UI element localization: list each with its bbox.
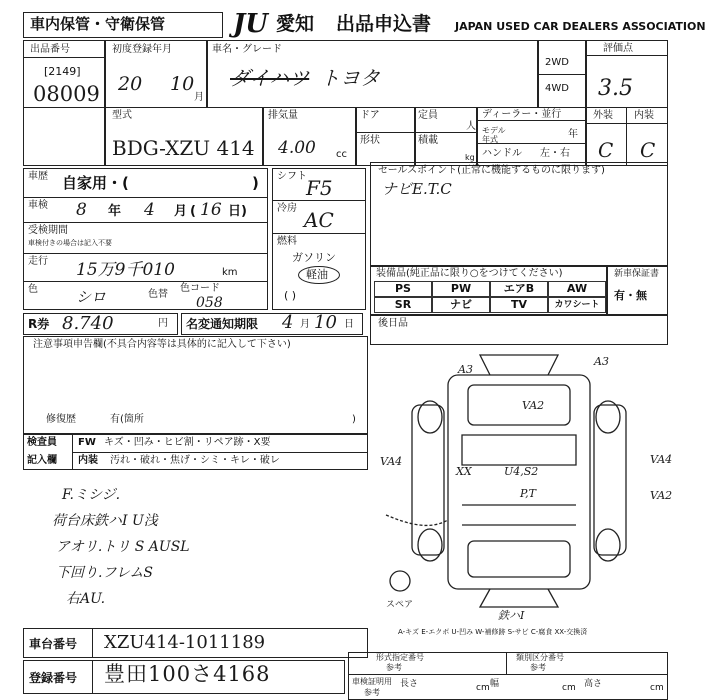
height-unit: cm <box>650 683 664 693</box>
usage-close: ) <box>252 174 259 192</box>
listing-no: 08009 <box>33 82 100 106</box>
displacement-label: 排気量 <box>268 110 298 121</box>
exterior-label: 外装 <box>593 110 613 121</box>
dealer-label: ディーラー・並行 <box>482 109 562 120</box>
usage-label: 車歴 <box>28 171 48 182</box>
mark-va2-right: VA2 <box>650 489 673 502</box>
interior-label: 内装 <box>634 110 654 121</box>
first-reg-year: 20 <box>118 73 143 95</box>
inspection-label: 車検 <box>28 200 48 211</box>
chassis-label: 車台番号 <box>29 637 78 651</box>
first-reg-month-unit: 月 <box>194 92 204 103</box>
interior-insp-items: 汚れ・破れ・焦げ・シミ・キレ・破レ <box>110 455 280 466</box>
mark-va2-top: VA2 <box>522 399 545 412</box>
handle-lr: 左・右 <box>540 148 570 159</box>
color-code-value: 058 <box>196 295 223 311</box>
mark-u4s2: U4,S2 <box>504 465 539 478</box>
plate-label: 登録番号 <box>29 671 78 685</box>
drive-2wd: 2WD <box>545 57 569 68</box>
listing-sub: [2149] <box>44 65 81 78</box>
title-deadline-label: 名変通知期限 <box>186 317 259 331</box>
height-label: 高さ <box>584 679 603 689</box>
mark-rear: 鉄ハI <box>498 609 525 622</box>
insp-day: 16 <box>200 200 222 220</box>
title-deadline-day-unit: 日 <box>344 319 354 330</box>
yen-unit: 円 <box>158 318 168 329</box>
recycle-value: 8.740 <box>62 313 114 334</box>
storage-title: 車内保管・守衛保管 <box>30 15 166 33</box>
score-label: 評価点 <box>603 43 633 54</box>
year-unit: 年 <box>568 129 578 140</box>
repair-value: 有(箇所 <box>110 414 144 425</box>
usage-value: 自家用・( <box>62 174 129 192</box>
insp-month: 4 <box>144 200 155 220</box>
mark-va4-left: VA4 <box>380 455 403 468</box>
insp-year-unit: 年 <box>108 204 122 219</box>
door-label: ドア <box>360 110 380 121</box>
insp-day-open: ( <box>190 204 196 219</box>
equipment-cell: PW <box>432 281 490 297</box>
chassis-value: XZU414-1011189 <box>104 632 266 653</box>
car-name-struck: ダイハツ <box>230 66 310 90</box>
equipment-cell: エアB <box>490 281 548 297</box>
capacity-label: 定員 <box>418 110 438 121</box>
color-change-label: 色替 <box>148 289 168 300</box>
ac-label: 冷房 <box>277 203 297 214</box>
diagram-legend: A-キズ E-エクボ U-凹み W-補修跡 S-サビ C-腐食 XX-交換済 <box>398 628 588 636</box>
new-car-value: 有・無 <box>614 289 647 302</box>
mileage-value: 15万9千010 <box>76 260 175 280</box>
inspector-label1: 検査員 <box>27 437 57 448</box>
sales-frame <box>370 162 668 266</box>
equipment-cell: ナビ <box>432 297 490 313</box>
equipment-cell: SR <box>374 297 432 313</box>
handle-label: ハンドル <box>482 148 522 159</box>
hw-note-1: F.ミシジ. <box>62 487 121 503</box>
sales-label: セールスポイント(正常に機能するものに限ります) <box>378 165 605 176</box>
width-unit: cm <box>562 683 576 693</box>
fw-label: FW <box>78 437 96 448</box>
class-no-label: 類別区分番号 <box>516 653 564 662</box>
insp-month-unit: 月 <box>174 204 188 219</box>
width-label: 幅 <box>490 679 500 689</box>
ju-logo: JU <box>233 9 268 39</box>
cert-label: 車検証明用 <box>352 677 392 686</box>
km-unit: km <box>222 267 238 278</box>
mark-va4-right: VA4 <box>650 453 673 466</box>
color-value: シロ <box>76 288 107 306</box>
org-name: 愛知 <box>276 13 315 35</box>
kg-unit: kg <box>465 153 475 162</box>
equipment-cell: AW <box>548 281 606 297</box>
sales-value: ナビE.T.C <box>382 180 452 198</box>
reception-note: 車検付きの場合は記入不要 <box>28 239 112 247</box>
color-code-label: 色コード <box>180 283 220 294</box>
interior-value: C <box>640 138 656 162</box>
hw-note-4: 下回り.フレムS <box>56 565 153 581</box>
title-deadline-month-unit: 月 <box>300 319 310 330</box>
displacement-value: 4.00 <box>278 138 316 158</box>
after-frame <box>370 315 668 345</box>
hw-note-5: 右AU. <box>66 591 106 607</box>
model-year-label: モデル年式 <box>482 126 506 144</box>
recycle-label: R券 <box>28 317 50 331</box>
exterior-value: C <box>598 138 614 162</box>
model-value: BDG-XZU 414 <box>112 136 255 160</box>
equipment-label: 装備品(純正品に限り○をつけてください) <box>376 268 563 279</box>
drive-4wd: 4WD <box>545 83 569 94</box>
type-ref: 参考 <box>386 663 402 672</box>
mileage-label: 走行 <box>28 256 48 267</box>
repair-label: 修復歴 <box>46 414 76 425</box>
shift-value: F5 <box>306 176 333 200</box>
color-label: 色 <box>28 284 38 295</box>
equipment-cell: TV <box>490 297 548 313</box>
car-name-label: 車名・グレード <box>212 44 282 55</box>
person-unit: 人 <box>466 121 476 132</box>
cc-unit: cc <box>336 149 347 160</box>
hw-note-3: アオリ.トリ S AUSL <box>56 539 190 555</box>
type-no-label: 形式指定番号 <box>376 653 424 662</box>
notes-label: 注意事項申告欄(不具合内容等は具体的に記入して下さい) <box>33 339 291 350</box>
mark-spare: スペア <box>386 600 414 610</box>
car-name: トヨタ <box>320 66 380 90</box>
equipment-cell: PS <box>374 281 432 297</box>
equipment-cell: カワシート <box>548 297 606 313</box>
shift-label: シフト <box>277 171 307 182</box>
insp-day-close: 日) <box>228 204 247 219</box>
mark-a3-right: A3 <box>594 355 609 368</box>
ac-value: AC <box>304 208 334 232</box>
association-name: JAPAN USED CAR DEALERS ASSOCIATION <box>455 20 706 33</box>
plate-value: 豊田100さ4168 <box>104 662 271 686</box>
repair-close: ) <box>352 414 356 425</box>
hw-note-2: 荷台床鉄ハI U浅 <box>52 513 158 529</box>
first-reg-month: 10 <box>170 73 195 95</box>
mark-pt: P,T <box>520 487 537 500</box>
length-unit: cm <box>476 683 490 693</box>
first-reg-label: 初度登録年月 <box>112 44 172 55</box>
fuel-label: 燃料 <box>277 236 297 247</box>
form-title: 出品申込書 <box>336 13 432 35</box>
insp-year: 8 <box>76 200 87 220</box>
title-deadline-day: 10 <box>314 312 337 333</box>
fuel-diesel: 軽油 <box>306 268 328 281</box>
fuel-paren: ( ) <box>284 289 297 302</box>
class-ref: 参考 <box>530 663 546 672</box>
interior-insp-label: 内装 <box>78 455 98 466</box>
car-diagram <box>370 345 673 625</box>
cert-ref: 参考 <box>364 688 380 697</box>
fw-items: キズ・凹み・ヒビ割・リペア跡・X要 <box>104 437 271 448</box>
score-value: 3.5 <box>598 76 633 101</box>
mark-xx: XX <box>456 465 472 478</box>
after-label: 後日品 <box>378 318 408 329</box>
inspector-label2: 記入欄 <box>27 455 57 466</box>
title-deadline-month: 4 <box>282 312 294 333</box>
reception-label: 受検期間 <box>28 225 68 236</box>
shape-label: 形状 <box>360 135 380 146</box>
length-label: 長さ <box>400 679 419 689</box>
model-label: 型式 <box>112 110 132 121</box>
fuel-gas: ガソリン <box>292 251 336 264</box>
load-label: 積載 <box>418 135 438 146</box>
mark-a3-left: A3 <box>458 363 473 376</box>
listing-no-label: 出品番号 <box>30 44 70 55</box>
new-car-label: 新車保証書 <box>614 269 660 279</box>
